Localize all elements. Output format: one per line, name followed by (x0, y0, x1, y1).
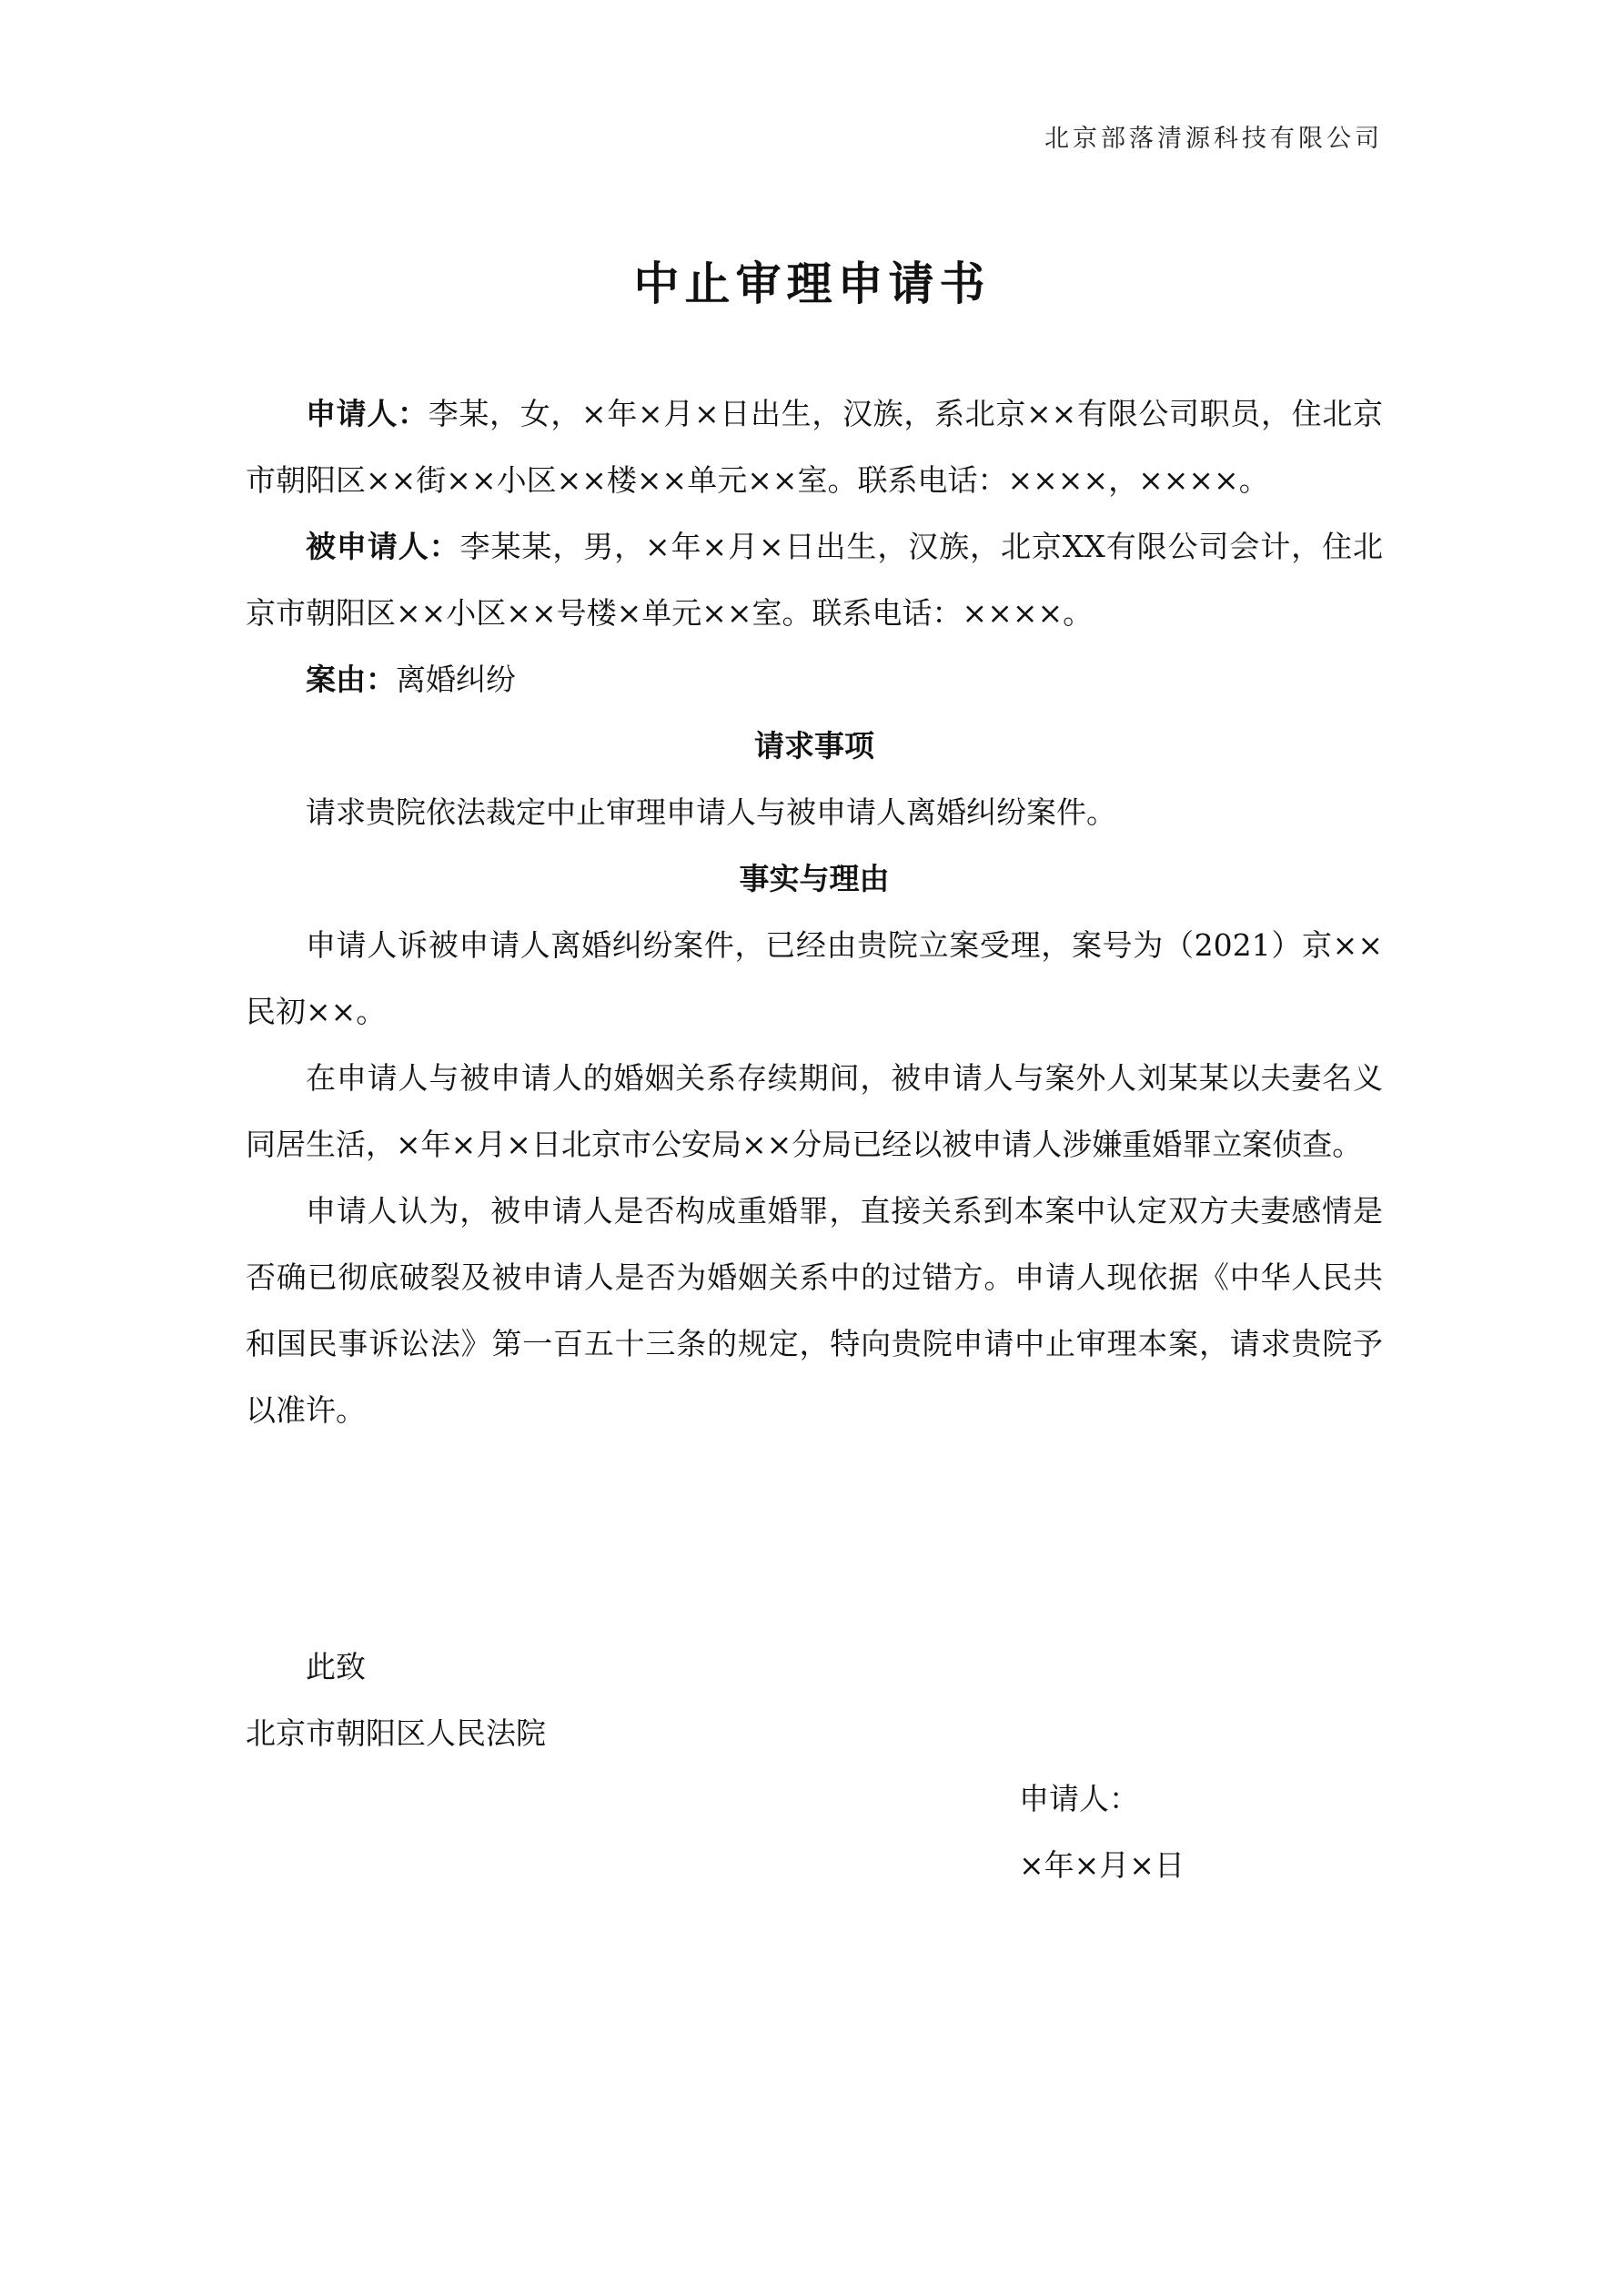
applicant-paragraph (246, 380, 1383, 513)
respondent-text: 李某某，男，×年×月×日出生，汉族，北京XX有限公司会计，住北京市朝阳区××小区××号楼×单元××室。联系电话：××××。 (246, 529, 1384, 631)
signature-applicant-label: 申请人： (1019, 1781, 1139, 1816)
closing-block (246, 1633, 546, 1766)
applicant-text: 李某，女，×年×月×日出生，汉族，系北京××有限公司职员，住北京市朝阳区××街××小区××楼××单元××室。联系电话：××××，××××。 (246, 396, 1383, 498)
signature-date: ×年×月×日 (1019, 1847, 1185, 1883)
facts-paragraph-1: 申请人诉被申请人离婚纠纷案件，已经由贵院立案受理，案号为（2021）京××民初××。 (246, 927, 1383, 1029)
respondent-label: 被申请人： (306, 529, 460, 564)
facts-paragraph-3: 申请人认为，被申请人是否构成重婚罪，直接关系到本案中认定双方夫妻感情是否确已彻底破裂及被申请人是否为婚姻关系中的过错方。申请人现依据《中华人民共和国民事诉讼法》第一百五十三条的规定，特向贵院申请中止审理本案，请求贵院予以准许。 (246, 1193, 1383, 1428)
cause-paragraph (246, 646, 1383, 713)
cause-label: 案由： (306, 662, 396, 697)
document-body (246, 380, 1383, 1443)
addressee-court: 北京市朝阳区人民法院 (246, 1715, 546, 1751)
closing-cizhi: 此致 (306, 1649, 366, 1684)
cause-text: 离婚纠纷 (396, 662, 516, 697)
signature-block (1019, 1765, 1185, 1898)
requests-heading: 请求事项 (754, 728, 874, 764)
respondent-paragraph (246, 513, 1383, 646)
document-title: 中止审理申请书 (633, 258, 991, 310)
requests-text: 请求贵院依法裁定中止审理申请人与被申请人离婚纠纷案件。 (306, 794, 1116, 830)
header-company-name: 北京部落清源科技有限公司 (1044, 125, 1383, 153)
facts-heading: 事实与理由 (739, 861, 890, 896)
applicant-label: 申请人： (306, 396, 429, 431)
facts-paragraph-2: 在申请人与被申请人的婚姻关系存续期间，被申请人与案外人刘某某以夫妻名义同居生活，×年×月×日北京市公安局××分局已经以被申请人涉嫌重婚罪立案侦查。 (246, 1060, 1383, 1162)
